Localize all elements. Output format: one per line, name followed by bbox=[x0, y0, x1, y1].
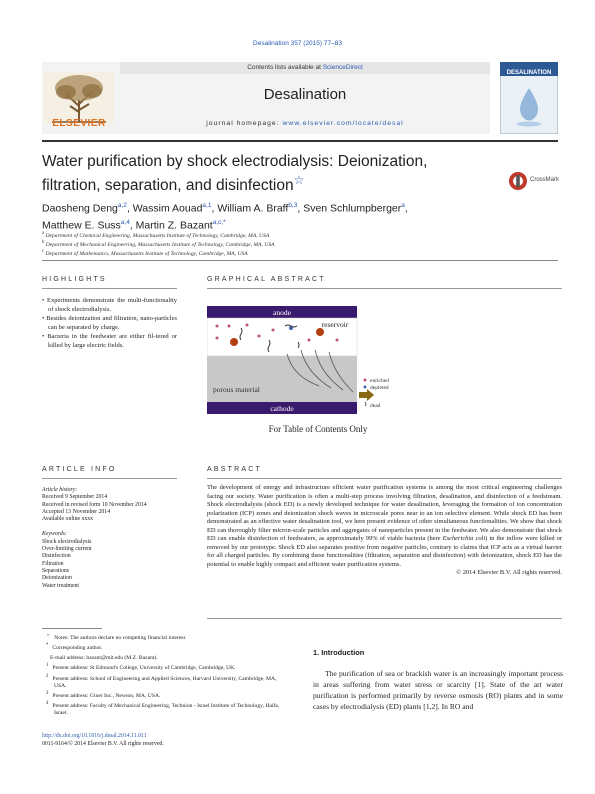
abstract-bottom-rule bbox=[207, 618, 562, 619]
ion bbox=[216, 337, 219, 340]
crossmark-label[interactable]: CrossMark bbox=[530, 177, 560, 183]
history-item: Received 9 September 2014 bbox=[42, 494, 108, 501]
introduction-heading: 1. Introduction bbox=[313, 648, 365, 657]
footnote-text: Present address: Giner Inc., Newton, MA, USA. bbox=[52, 692, 161, 699]
journal-name: Desalination bbox=[263, 86, 347, 103]
author-name[interactable]: Matthew E. Suss bbox=[42, 219, 121, 231]
footnote-mark: 3 bbox=[46, 691, 49, 697]
history-item: Received in revised form 10 November 2014 bbox=[42, 501, 147, 508]
author-affiliation-mark[interactable]: a,1 bbox=[202, 202, 212, 209]
crossmark-icon[interactable] bbox=[508, 171, 528, 191]
author-separator: , bbox=[297, 202, 304, 215]
header-rule bbox=[42, 140, 558, 142]
cathode-label: cathode bbox=[270, 404, 294, 413]
article-title-text: Water purification by shock electrodialysis: Deionization, filtration, separation, and disinfection bbox=[42, 153, 428, 195]
highlights-rule bbox=[42, 288, 177, 289]
author-separator: , bbox=[129, 219, 136, 231]
keyword: Over-limiting current bbox=[42, 546, 92, 553]
contents-available bbox=[120, 64, 490, 71]
highlights-list bbox=[42, 297, 177, 352]
section-rule bbox=[42, 260, 558, 261]
dead-label: dead bbox=[370, 403, 381, 409]
article-info-rule bbox=[42, 478, 177, 479]
affiliation-b bbox=[42, 240, 275, 248]
abstract-species: Escherichia coli bbox=[442, 535, 486, 543]
footnote-text: Present address: Faculty of Mechanical Engineering, Technion - Israel Institute of Technology, Haifa, Israel. bbox=[52, 703, 280, 717]
keyword: Shock electrodialysis bbox=[42, 538, 92, 545]
author-name[interactable]: Wassim Aouad bbox=[132, 202, 203, 215]
article-title bbox=[42, 152, 482, 195]
ion bbox=[246, 324, 249, 327]
author-list bbox=[42, 199, 522, 232]
affiliation-a bbox=[42, 231, 269, 239]
keyword: Deionization bbox=[42, 575, 72, 582]
enriched-marker bbox=[364, 379, 367, 382]
affiliation-mark: c bbox=[42, 249, 45, 254]
footnote-text: Notes: The authors declare no competing financial interest. bbox=[54, 634, 187, 641]
affiliation-c bbox=[42, 249, 248, 257]
homepage-prefix: journal homepage: bbox=[206, 120, 283, 127]
footnote-mark: 4 bbox=[46, 701, 49, 707]
author-affiliation-mark[interactable]: a,4 bbox=[120, 218, 130, 226]
highlight-item: • Experiments demonstrate the multi-functionality of shock electrodialysis. bbox=[42, 297, 177, 314]
footnote-mark: 2 bbox=[46, 673, 49, 679]
dead-bacterium bbox=[365, 402, 366, 406]
footnote-text: Corresponding author. bbox=[52, 645, 103, 652]
title-note-marker[interactable]: ☆ bbox=[293, 173, 305, 187]
doi-block bbox=[42, 733, 164, 748]
anode-label: anode bbox=[273, 308, 291, 317]
highlight-item: • Bacteria in the feedwater are either fil-tered or killed by large electric fields. bbox=[42, 333, 177, 350]
journal-reference[interactable]: Desalination 357 (2015) 77–83 bbox=[253, 40, 342, 47]
footnote bbox=[42, 673, 282, 690]
journal-homepage bbox=[120, 120, 490, 127]
history-item: Accepted 13 November 2014 bbox=[42, 508, 111, 515]
footnote-text: Present address: School of Engineering and Applied Sciences, Harvard University, Cambridge, MA, USA. bbox=[52, 675, 277, 689]
abstract-heading: ABSTRACT bbox=[207, 466, 262, 473]
affiliation-mark: b bbox=[42, 240, 45, 245]
highlight-item: • Besides deionization and filtration, nano-particles can be separated by charge. bbox=[42, 315, 177, 332]
doi-link[interactable]: http://dx.doi.org/10.1016/j.desal.2014.11.011 bbox=[42, 733, 147, 739]
author-name[interactable]: Daosheng Deng bbox=[42, 202, 118, 215]
introduction-text: The purification of sea or brackish water is an increasingly important process in areas suffering from water stress or scarcity [1]. State of the art water purification is performed primarily by reverse osmosis (RO) plants and in some cases by electrodialysis (ED) plants [1,2]. In RO and bbox=[313, 669, 563, 711]
homepage-link[interactable]: www.elsevier.com/locate/desal bbox=[282, 120, 404, 127]
affiliation-text: Department of Chemical Engineering, Massachusetts Institute of Technology, Cambridge, MA, USA bbox=[45, 232, 270, 239]
affiliation-mark: a bbox=[42, 231, 45, 236]
issn-line: 0011-9164/© 2014 Elsevier B.V. All rights reserved. bbox=[42, 740, 164, 747]
graphical-abstract-rule bbox=[207, 288, 562, 289]
author-name[interactable]: William A. Braff bbox=[217, 202, 289, 215]
ion bbox=[272, 329, 275, 332]
footnote bbox=[42, 662, 282, 672]
footnote bbox=[42, 642, 282, 652]
footnote-mark: ☆ bbox=[46, 633, 51, 638]
particle bbox=[316, 328, 324, 336]
graphical-abstract-heading: GRAPHICAL ABSTRACT bbox=[207, 276, 326, 283]
abstract-rule bbox=[207, 478, 562, 479]
footnote-rule bbox=[42, 628, 102, 629]
author-affiliation-mark[interactable]: b,3 bbox=[288, 202, 298, 209]
particle bbox=[230, 338, 238, 346]
affiliation-text: Department of Mechanical Engineering, Massachusetts Institute of Technology, Cambridge, MA, USA bbox=[45, 241, 275, 248]
spacer bbox=[42, 523, 182, 531]
depleted-marker bbox=[364, 386, 367, 389]
keyword: Water treatment bbox=[42, 582, 80, 589]
author-separator: , bbox=[126, 202, 133, 215]
publisher-name: ELSEVIER bbox=[52, 118, 106, 129]
author-separator: , bbox=[404, 202, 408, 215]
footnote bbox=[42, 690, 282, 700]
highlights-heading: HIGHLIGHTS bbox=[42, 276, 107, 283]
abstract-text: The development of energy and infrastructure efficient water purification systems is among the most critical engineering challenges facing our society. Water purification is often a multi-step process involving filtration, desalination, and disinfection of a feedstream. Shock electrodialysis (shock ED) is a newly developed technique for water desalination, leveraging the formation of ion concentration polarization (ICP) zones and deionization shock waves in microscale pores near to an ion selective element. While shock ED has been demonstrated as an effective water desalination tool, we here present evidence of other simultaneous functionalities. We show that shock ED can thoroughly filter micron-scale particles and aggregates of nanoparticles present in the feedwater. We also demonstrate that shock ED can enable disinfection of feedwaters, as approximately 99% of viable bacteria (here bbox=[207, 484, 562, 543]
author-affiliation-mark[interactable]: a,2 bbox=[117, 202, 127, 209]
graphical-abstract-caption: For Table of Contents Only bbox=[268, 424, 368, 434]
depleted-label: depleted bbox=[370, 385, 389, 391]
author-name[interactable]: Martin Z. Bazant bbox=[135, 219, 213, 231]
reservoir-label: reservoir bbox=[321, 320, 349, 329]
ion bbox=[308, 339, 311, 342]
abstract-copyright: © 2014 Elsevier B.V. All rights reserved. bbox=[456, 569, 562, 577]
footnotes bbox=[42, 632, 282, 718]
footnote-text: Present address: St Edmund's College, University of Cambridge, Cambridge, UK. bbox=[52, 665, 236, 672]
history-label: Article history: bbox=[42, 487, 78, 493]
footnote bbox=[42, 652, 282, 662]
ion bbox=[228, 325, 231, 328]
contents-prefix: Contents lists available at bbox=[247, 64, 323, 71]
footnote bbox=[42, 700, 282, 717]
graphical-abstract-figure bbox=[207, 306, 429, 416]
ion bbox=[258, 335, 261, 338]
keyword: Filtration bbox=[42, 560, 64, 567]
abstract-body bbox=[207, 484, 562, 578]
footnote-text: E-mail address: bazant@mit.edu (M.Z. Bazant). bbox=[50, 655, 158, 662]
article-info-heading: ARTICLE INFO bbox=[42, 466, 117, 473]
keyword: Disinfection bbox=[42, 553, 71, 560]
sciencedirect-link[interactable]: ScienceDirect bbox=[322, 64, 363, 71]
porous-material-label: porous material bbox=[213, 385, 260, 394]
water-drop-icon bbox=[514, 84, 544, 128]
affiliation-text: Department of Mathematics, Massachusetts Institute of Technology, Cambridge, MA, USA bbox=[45, 250, 248, 257]
author-separator: , bbox=[211, 202, 218, 215]
abstract-text: ) in the inflow were killed or removed by our prototype. Shock ED also separates positive from negative particles, contrary to claims that ICP acts as a virtual barrier for all charged particles. By combining these functionalities (filtration, separation and disinfection) with deionization, shock ED has the potential to enable highly compact and efficient water purification systems. bbox=[207, 535, 562, 568]
footnote-mark: 1 bbox=[46, 663, 49, 669]
footnote-mark: * bbox=[46, 643, 49, 649]
footnote bbox=[42, 632, 282, 642]
author-affiliation-mark[interactable]: a bbox=[401, 202, 405, 209]
history-item: Available online xxxx bbox=[42, 516, 94, 523]
author-affiliation-mark[interactable]: a,c,* bbox=[212, 218, 226, 226]
keyword: Separations bbox=[42, 567, 70, 574]
keywords-label: Keywords: bbox=[42, 531, 67, 538]
author-name[interactable]: Sven Schlumpberger bbox=[303, 202, 402, 215]
enriched-label: enriched bbox=[370, 378, 389, 384]
ion bbox=[216, 325, 219, 328]
article-info bbox=[42, 487, 182, 590]
cover-title: DESALINATION bbox=[506, 70, 552, 76]
porous-material-region bbox=[207, 356, 357, 402]
ion bbox=[336, 339, 339, 342]
